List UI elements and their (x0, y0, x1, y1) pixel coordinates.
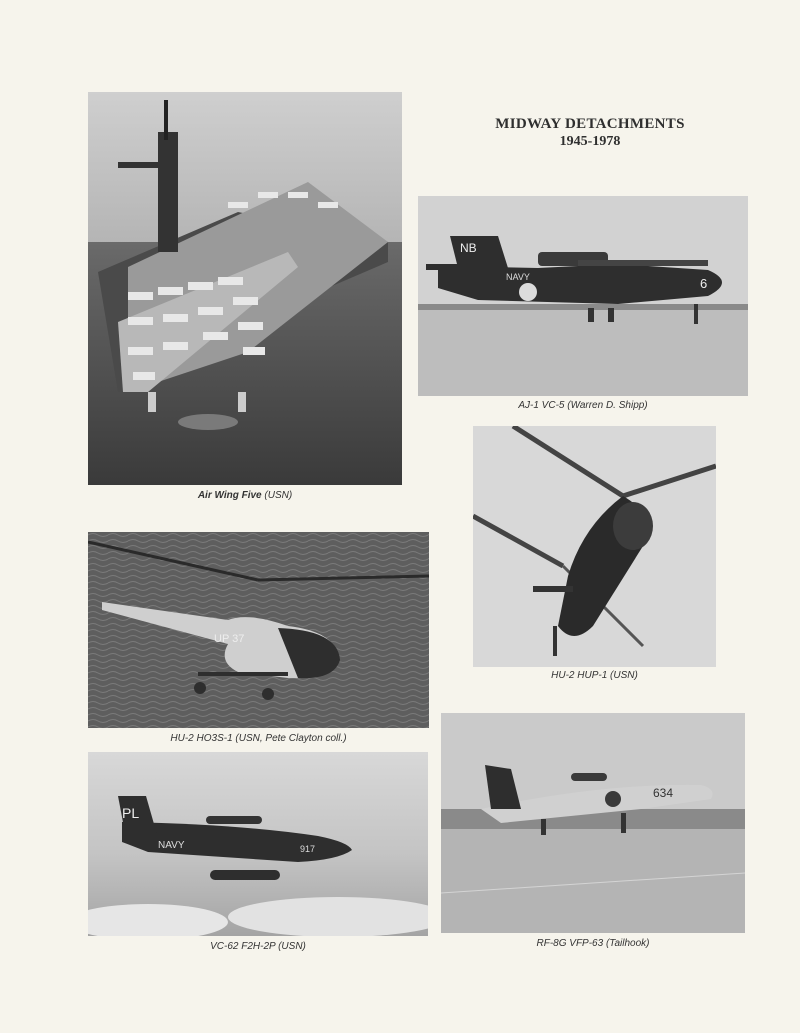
f2h2p-tail-code: PL (122, 805, 140, 821)
rf8g-caption: RF-8G VFP-63 (Tailhook) (536, 938, 650, 949)
rf8g-number: 634 (653, 786, 674, 800)
f2h2p-number: 917 (300, 844, 316, 854)
hup1-caption: HU-2 HUP-1 (USN) (551, 670, 638, 681)
f2h2p-caption: VC-62 F2H-2P (USN) (210, 941, 306, 952)
ho3s1-marking: UP 37 (214, 633, 245, 645)
aj1-number: 6 (700, 276, 708, 291)
rf8g-photo (441, 713, 745, 933)
carrier-caption (88, 490, 402, 501)
page-title-block (470, 116, 710, 150)
ho3s1-photo (88, 532, 429, 728)
aj1-tail-code: NB (460, 241, 477, 255)
caption-rest: (USN) (261, 490, 293, 501)
aj1-caption: AJ-1 VC-5 (Warren D. Shipp) (518, 400, 648, 411)
hup1-photo (473, 426, 716, 667)
f2h2p-navy-marking: NAVY (158, 840, 185, 851)
aj1-navy-marking: NAVY (506, 272, 530, 282)
page-title: MIDWAY DETACHMENTS (495, 116, 685, 132)
carrier-photo (88, 92, 402, 485)
aj1-photo (418, 196, 748, 396)
f2h2p-photo (88, 752, 428, 936)
page-years: 1945-1978 (559, 134, 621, 149)
ho3s1-caption: HU-2 HO3S-1 (USN, Pete Clayton coll.) (170, 733, 347, 744)
caption-bold: Air Wing Five (197, 490, 262, 501)
